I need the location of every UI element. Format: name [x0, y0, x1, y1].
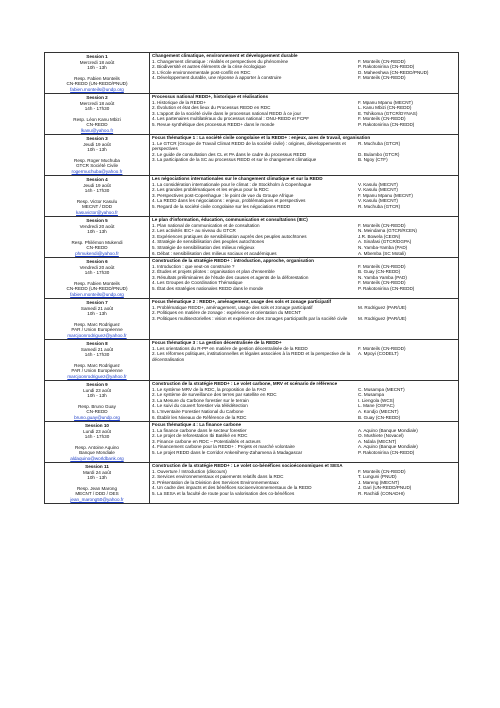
agenda-item [152, 316, 456, 322]
session-day: Vendredi 20 août [79, 223, 115, 229]
session-time: 14h - 17h30 [84, 106, 110, 111]
session-day: Samedi 21 août [80, 305, 114, 311]
session-responsible: Resp. Antoine Aquino [75, 444, 119, 450]
session-day: Vendredi 20 août [79, 264, 115, 270]
agenda-item-speaker: J. Mareng (MECNT) [358, 479, 400, 485]
agenda-item-text: 1. Ouverture / Introduction (discours) [152, 468, 227, 474]
session-name: Session 9 [86, 382, 108, 387]
agenda-item-speaker: F. Monteils (CN-REDD) [358, 75, 406, 81]
agenda-item-speaker: R. Rachidi (CONADHI) [358, 490, 405, 496]
session-day: Jeudi 19 août [83, 141, 111, 147]
agenda-item-text: 2. Les réformes politiques, institutionnelles et légales associées à la REDD et la perspective de la décentralisation [152, 351, 351, 362]
session-responsible: Resp. Roger Muchuba [74, 157, 120, 163]
agenda-item [152, 450, 456, 456]
agenda-item-speaker: J. Gari (UN-REDD/PNUD) [358, 485, 412, 491]
session-info [45, 381, 150, 422]
agenda-item-text: 1. Introduction : que veut-on construire ? [152, 263, 235, 269]
agenda-item-speaker: F. Mpanu Mpanu (MECNT) [358, 99, 413, 105]
session-row [45, 299, 459, 340]
agenda-item-speaker: F. Monteils (CN-REDD) [358, 58, 406, 64]
session-info [45, 135, 150, 176]
agenda-item-speaker: A. Sinafasi (GTCR/DGPA) [358, 239, 412, 245]
agenda-item-speaker: F. Mpanu Mpanu (MECNT) [358, 192, 413, 198]
session-content [150, 381, 459, 422]
session-row [45, 176, 459, 217]
agenda-item-speaker: E. Tshikoma (GTCR/DYNAS) [358, 110, 418, 116]
session-row [45, 340, 459, 381]
agenda-item-speaker: A. Mbemba (SC Motali) [358, 250, 406, 256]
session-row [45, 463, 459, 504]
session-day: Mercredi 18 août [79, 100, 115, 106]
agenda-item-speaker: A. Ndala (MECNT) [358, 438, 397, 444]
agenda-item-text: 5. Stratégie de sensibilisation des milieux religieux [152, 244, 255, 250]
agenda-item [152, 204, 456, 210]
session-responsible: Resp. Philémon Mukendi [71, 239, 123, 245]
agenda-item-text: 5. L'Inventaire Forestier National du Carbone [152, 408, 244, 414]
agenda-item-text: 5. Revue synthétique des processus REDD+ dans le monde [152, 121, 275, 127]
agenda-item-text: 1. Les orientations du R-PP en matière de gestion décentralisée de la REDD [152, 345, 308, 351]
session-topic: Focus thématique 1 : La société civile congolaise et la REDD+ : enjeux, axes de travail, organisation [152, 135, 371, 140]
session-topic: Focus thématique 3 : La gestion décentralisée de la REDD+ [152, 340, 282, 345]
session-responsible: MECNT / DDD [81, 204, 113, 209]
agenda-item-speaker: F. Monteils (CN-REDD) [358, 263, 406, 269]
agenda-item-text: 5. La SESA et la faculté de route pour la valorisation des co-bénéfices [152, 490, 295, 496]
session-name: Session 4 [86, 177, 108, 182]
agenda-item-speaker: B. Ngoy (CTF) [358, 157, 388, 163]
session-name: Session 8 [86, 341, 108, 346]
session-responsible: Resp. Marc Rodriguez [74, 362, 120, 368]
agenda-item [152, 351, 456, 362]
agenda-item-text: 3. Résultats préliminaires de l'étude des causes et agents de la déforestation [152, 274, 309, 280]
agenda-item-text: 4. La REDD dans les négociations : enjeux, problématiques et perspectives [152, 198, 306, 204]
session-responsible: CN-REDD [86, 122, 108, 127]
agenda-item-text: 3. Présentation de la Division des Services Environnementaux [152, 479, 279, 485]
session-content [150, 53, 459, 94]
agenda-item-text: 5. Le projet REDD dans le Corridor Ankeniheny-Zahamena à Madagascar [152, 449, 303, 455]
session-info [45, 217, 150, 258]
agenda-item-text: 4. Un cadre des impacts et des bénéfices socioenvironnementaux de la REDD [152, 485, 312, 491]
session-email-link[interactable]: rogermuchuba@yahoo.fr [71, 168, 123, 174]
agenda-item [152, 157, 456, 163]
agenda-item-text: 5. Regard de la société civile congolaise sur les négociations REDD [152, 203, 291, 209]
agenda-item-text: 4. Les Groupes de Coordination Thématique [152, 280, 243, 286]
agenda-item-speaker: F. Monteils (CN-REDD) [358, 116, 406, 122]
session-name: Session 10 [84, 423, 109, 428]
session-responsible: Resp. Fabien Monteils [74, 75, 120, 81]
session-responsible: GTCR Société Civile [75, 163, 119, 168]
agenda-item-text: 2. Politiques en matière de zonage : expérience et orientation du MECNT [152, 310, 301, 316]
agenda-item-text: 1. La finance carbone dans le secteur forestier [152, 427, 247, 433]
session-email-link[interactable]: kasuvictor@yahoo.fr [76, 209, 118, 215]
agenda-item-speaker: P. Rakotonirina (CN-REDD) [358, 449, 415, 455]
agenda-item-text: 2. Études et projets pilotes : organisation et plan d'ensemble [152, 269, 275, 275]
agenda-item-text: 1. Changement climatique : réalités et perspectives du phénomène [152, 58, 289, 64]
session-day: Lundi 23 août [83, 428, 111, 434]
session-responsible: PAR / Union Européenne [71, 368, 123, 373]
agenda-item-speaker: N. Yamba Yamba (PAD) [358, 274, 407, 280]
session-responsible: PAR / Union Européenne [71, 327, 123, 332]
agenda-item-text: 1. Problématique REDD+, aménagement, usage des sols et zonage participatif [152, 304, 313, 310]
session-content [150, 176, 459, 217]
session-email-link[interactable]: jean_marong50@yahoo.fr [70, 496, 124, 502]
session-email-link[interactable]: aldaquino@worldbank.org [70, 455, 124, 461]
session-row [45, 135, 459, 176]
session-responsible: CN-REDD [86, 245, 108, 250]
session-content [150, 463, 459, 504]
session-topic: Changement climatique, environnement et développement durable [152, 53, 298, 58]
agenda-item-text: 2. Les activités IEC+ au niveau du GTCR [152, 228, 236, 234]
session-responsible: Banque Mondiale [79, 450, 115, 455]
agenda-item-text: 2. Services environnementaux et paiements relatifs dans la RDC [152, 474, 284, 480]
session-email-link[interactable]: phmukendi@yahoo.fr [75, 250, 119, 256]
agenda-item-speaker: A. Aquino (Banque Mondiale) [358, 427, 418, 433]
session-topic: Processus national REDD+, historique et réalisations [152, 94, 269, 99]
session-day: Jeudi 19 août [83, 182, 111, 188]
agenda-item-speaker: R. Muchuba (GTCR) [358, 140, 401, 146]
agenda-item-text: 3. La Mesure du Carbone forestier sur le terrain [152, 397, 249, 403]
session-row [45, 53, 459, 94]
session-time: 10h - 13h [87, 147, 107, 152]
session-responsible: Resp. Victor Kasulu [76, 198, 118, 204]
agenda-item-text: 4. Le suivi du couvert forestier via télédétection [152, 403, 248, 409]
session-topic: Les négociations internationales sur le changement climatique et sur la REDD [152, 176, 323, 181]
agenda-item-speaker: P. Rakotonirina (CN-REDD) [358, 64, 415, 70]
session-responsible: Resp. Bruno Guay [78, 403, 116, 409]
agenda-item-text: 2. Le guide de consultation des CL et PA dans le cadre du processus REDD [152, 151, 307, 157]
session-time: 14h - 17h30 [84, 352, 110, 357]
session-time: 10h - 13h [87, 475, 107, 480]
agenda-item-speaker: F. Monteils (CN-REDD) [358, 468, 406, 474]
agenda-item-text: 6. Débat : sensibilisation des milieux sociaux et académiques [152, 250, 277, 256]
program-table [44, 52, 459, 504]
agenda-item-speaker: J.R. Bowela (CEON) [358, 233, 401, 239]
agenda-item-speaker: A. Mpoyi (CODELT) [358, 351, 399, 357]
session-time: 10h - 13h [87, 65, 107, 70]
agenda-item-speaker: P. Rakotonirina (CN-REDD) [358, 121, 415, 127]
agenda-item-text: 4. Stratégie de sensibilisation des peuples autochtones [152, 239, 265, 245]
agenda-item-text: 2. Les grandes problématiques et les enjeux pour la RDC [152, 187, 269, 193]
agenda-item-speaker: N. Meindama (GTCR/RCEN) [358, 228, 417, 234]
session-info [45, 340, 150, 381]
session-time: 10h - 13h [87, 393, 107, 398]
agenda-item-speaker: A. Aquino (Banque Mondiale) [358, 444, 418, 450]
session-email-link[interactable]: bruno.guay@undp.org [74, 414, 120, 420]
session-name: Session 11 [85, 464, 109, 469]
session-time: 10h - 13h [87, 229, 107, 234]
agenda-item-speaker: T. Lunguni (PNUD) [358, 474, 397, 480]
session-responsible: CN-REDD (UN-REDD/PNUD) [66, 81, 128, 86]
agenda-item-text: 3. La participation de la SC au processus REDD et sur le changement climatique [152, 157, 317, 163]
session-row [45, 258, 459, 299]
agenda-item-speaker: B. Guay (CN-REDD) [358, 269, 401, 275]
session-time: 14h - 17h30 [84, 434, 110, 439]
session-email-link[interactable]: marcjoonrodriguez@yahoo.fr [67, 373, 127, 379]
session-responsible: Resp. Léon Kanu Mbizi [73, 116, 121, 122]
agenda-item [152, 286, 456, 292]
agenda-item-speaker: O. Mushiete (Novacel) [358, 433, 404, 439]
agenda-item-speaker: P. Rakotonirina (CN-REDD) [358, 285, 415, 291]
session-info [45, 176, 150, 217]
session-name: Session 7 [86, 300, 108, 305]
agenda-item-text: 3. Politiques multisectorielles : vision et expérience des zonages participatifs par la société civile [152, 315, 348, 321]
agenda-item [152, 75, 456, 81]
agenda-item-speaker: V. Kasulu (MECNT) [358, 181, 398, 187]
session-day: Samedi 21 août [80, 346, 114, 352]
session-time: 10h - 13h [87, 311, 107, 316]
session-info [45, 53, 150, 94]
session-name: Session 5 [86, 218, 108, 223]
session-topic: Construction de la stratégie REDD+ : Le volet co-bénéfices socioéconomiques et SESA [152, 463, 343, 468]
session-info [45, 94, 150, 135]
session-topic: Construction de la stratégie REDD+ : Le volet carbone, MRV et scénario de référence [152, 381, 338, 386]
session-content [150, 299, 459, 340]
session-responsible: CN-REDD [86, 409, 108, 414]
session-time: 14h - 17h30 [84, 270, 110, 275]
session-day: Mercredi 18 août [79, 59, 115, 65]
agenda-item-speaker: D. Bulambo (GTCR) [358, 151, 400, 157]
session-info [45, 258, 150, 299]
agenda-item-text: 2. Le projet de reforestation Ibi Batéké en RDC [152, 433, 248, 439]
agenda-item-speaker: F. Monteils (CN-REDD) [358, 280, 406, 286]
agenda-item-speaker: C. Musampa [358, 392, 385, 398]
agenda-item-text: 2. Évolution et état des lieux du Processus REDD en RDC [152, 105, 271, 111]
session-email-link[interactable]: lkanu@yahoo.fr [80, 127, 114, 133]
agenda-item-text: 3. L'apport de la société civile dans le processus national REDD à ce jour [152, 110, 301, 116]
agenda-item-text: 4. Développement durable, une réponse à apporter à construire [152, 75, 282, 81]
session-responsible: MECNT / DDD / DES [75, 491, 119, 496]
agenda-item-text: 3. L'école environnementale post-conflit en RDC [152, 69, 251, 75]
agenda-item-speaker: I. Liengola (WCS) [358, 397, 395, 403]
agenda-item-text: 1. La considération internationale pour le climat : de Stockholm à Copenhague [152, 181, 312, 187]
session-email-link[interactable]: marcjoonrodriguez@yahoo.fr [67, 332, 127, 338]
session-email-link[interactable]: fabien.monteils@undp.org [70, 291, 124, 297]
session-info [45, 422, 150, 463]
agenda-item-speaker: N. Yamba-Yamba (PAD) [358, 244, 408, 250]
session-topic: Focus thématique 2 : REDD+, aménagement, usage des sols et zonage participatif [152, 299, 332, 304]
session-row [45, 422, 459, 463]
session-content [150, 340, 459, 381]
session-info [45, 299, 150, 340]
agenda-item-speaker: M. Rodriguez (PAR/UE) [358, 304, 407, 310]
session-time: 14h - 17h30 [84, 188, 110, 193]
agenda-item-speaker: L. Mane (OSFAC) [358, 403, 395, 409]
session-responsible: Resp. Fabien Monteils [74, 280, 120, 286]
session-content [150, 94, 459, 135]
agenda-item-speaker: A. Kondjo (MECNT) [358, 408, 399, 414]
agenda-item-speaker: L. Kanu Mbizi (CN-REDD) [358, 105, 412, 111]
session-content [150, 258, 459, 299]
agenda-item-speaker: V. Kasulu (MECNT) [358, 187, 398, 193]
agenda-item [152, 491, 456, 497]
agenda-item-text: 3. Finance carbone en RDC – Potentialités et acteurs [152, 438, 261, 444]
session-name: Session 2 [86, 95, 108, 100]
agenda-item-text: 1. Historique de la REDD+ [152, 99, 207, 105]
session-name: Session 6 [86, 259, 108, 264]
agenda-item-text: 3. Expériences pratiques de sensibilisation auprès des peuples autochtones [152, 233, 307, 239]
session-row [45, 381, 459, 422]
agenda-item-speaker: M. Rodriguez (PAR/UE) [358, 315, 407, 321]
session-info [45, 463, 150, 504]
session-responsible: CN-REDD (UN-REDD/PNUD) [66, 286, 128, 291]
session-row [45, 217, 459, 258]
agenda-item-text: 1. Plan national de communication et de consultation [152, 222, 260, 228]
agenda-item-text: 3. Perspectives post-Copenhague : le point de vue du Groupe Afrique [152, 192, 294, 198]
agenda-item-speaker: B. Guay (CN-REDD) [358, 414, 401, 420]
agenda-item [152, 415, 456, 421]
session-responsible: Resp. Marc Rodriguez [74, 321, 120, 327]
session-content [150, 135, 459, 176]
agenda-item-text: 1. Le GTCR (Groupe de Travail Climat REDD de la société civile) : origines, développements et perspectives [152, 140, 346, 152]
program-page [44, 52, 452, 504]
agenda-item-speaker: V. Kasulu (MECNT) [358, 198, 398, 204]
session-content [150, 422, 459, 463]
agenda-item-speaker: R. Muchuba (GTCR) [358, 203, 401, 209]
session-topic: Focus thématique 4 : La finance carbone [152, 422, 242, 427]
session-day: Lundi 23 août [83, 387, 111, 393]
session-row [45, 94, 459, 135]
session-topic: Construction de la stratégie REDD+ : introduction, approche, organisation [152, 258, 314, 263]
session-name: Session 1 [86, 54, 108, 59]
agenda-item-text: 2. Le système de surveillance des terres par satellite en RDC [152, 392, 277, 398]
agenda-item-text: 2. Biodiversité et autres éléments de la crise écologique [152, 64, 266, 70]
session-topic: Le plan d'information, éducation, communication et consultations (IEC) [152, 217, 308, 222]
agenda-item-text: 5. État des stratégies nationales REDD dans le monde [152, 285, 264, 291]
agenda-item-speaker: F. Monteils (CN-REDD) [358, 345, 406, 351]
agenda-item [152, 122, 456, 128]
agenda-item-speaker: D. Maheeshwa (CN-REDD/PNUD) [358, 69, 429, 75]
agenda-item-speaker: F. Monteils (CN-REDD) [358, 222, 406, 228]
session-day: Mardi 24 août [82, 469, 112, 475]
agenda-item-text: 6. Établir les Niveaux de Référence de la RDC [152, 414, 247, 420]
agenda-item [152, 141, 456, 152]
agenda-item-text: 1. Le système MRV de la RDC, la proposition de la FAO [152, 386, 267, 392]
session-name: Session 3 [86, 136, 108, 141]
agenda-item [152, 251, 456, 257]
session-email-link[interactable]: fabien.monteils@undp.org [70, 86, 124, 92]
agenda-item-text: 4. Financement carbone pour la REDD+ : Projets et marché volontaire [152, 444, 295, 450]
session-responsible: Resp. Jean Marong [76, 485, 118, 491]
session-content [150, 217, 459, 258]
agenda-item-text: 4. Les partenaires multilatéraux du processus national : ONU-REDD et FCPF [152, 116, 310, 122]
agenda-item-speaker: C. Musampa (MECNT) [358, 386, 405, 392]
